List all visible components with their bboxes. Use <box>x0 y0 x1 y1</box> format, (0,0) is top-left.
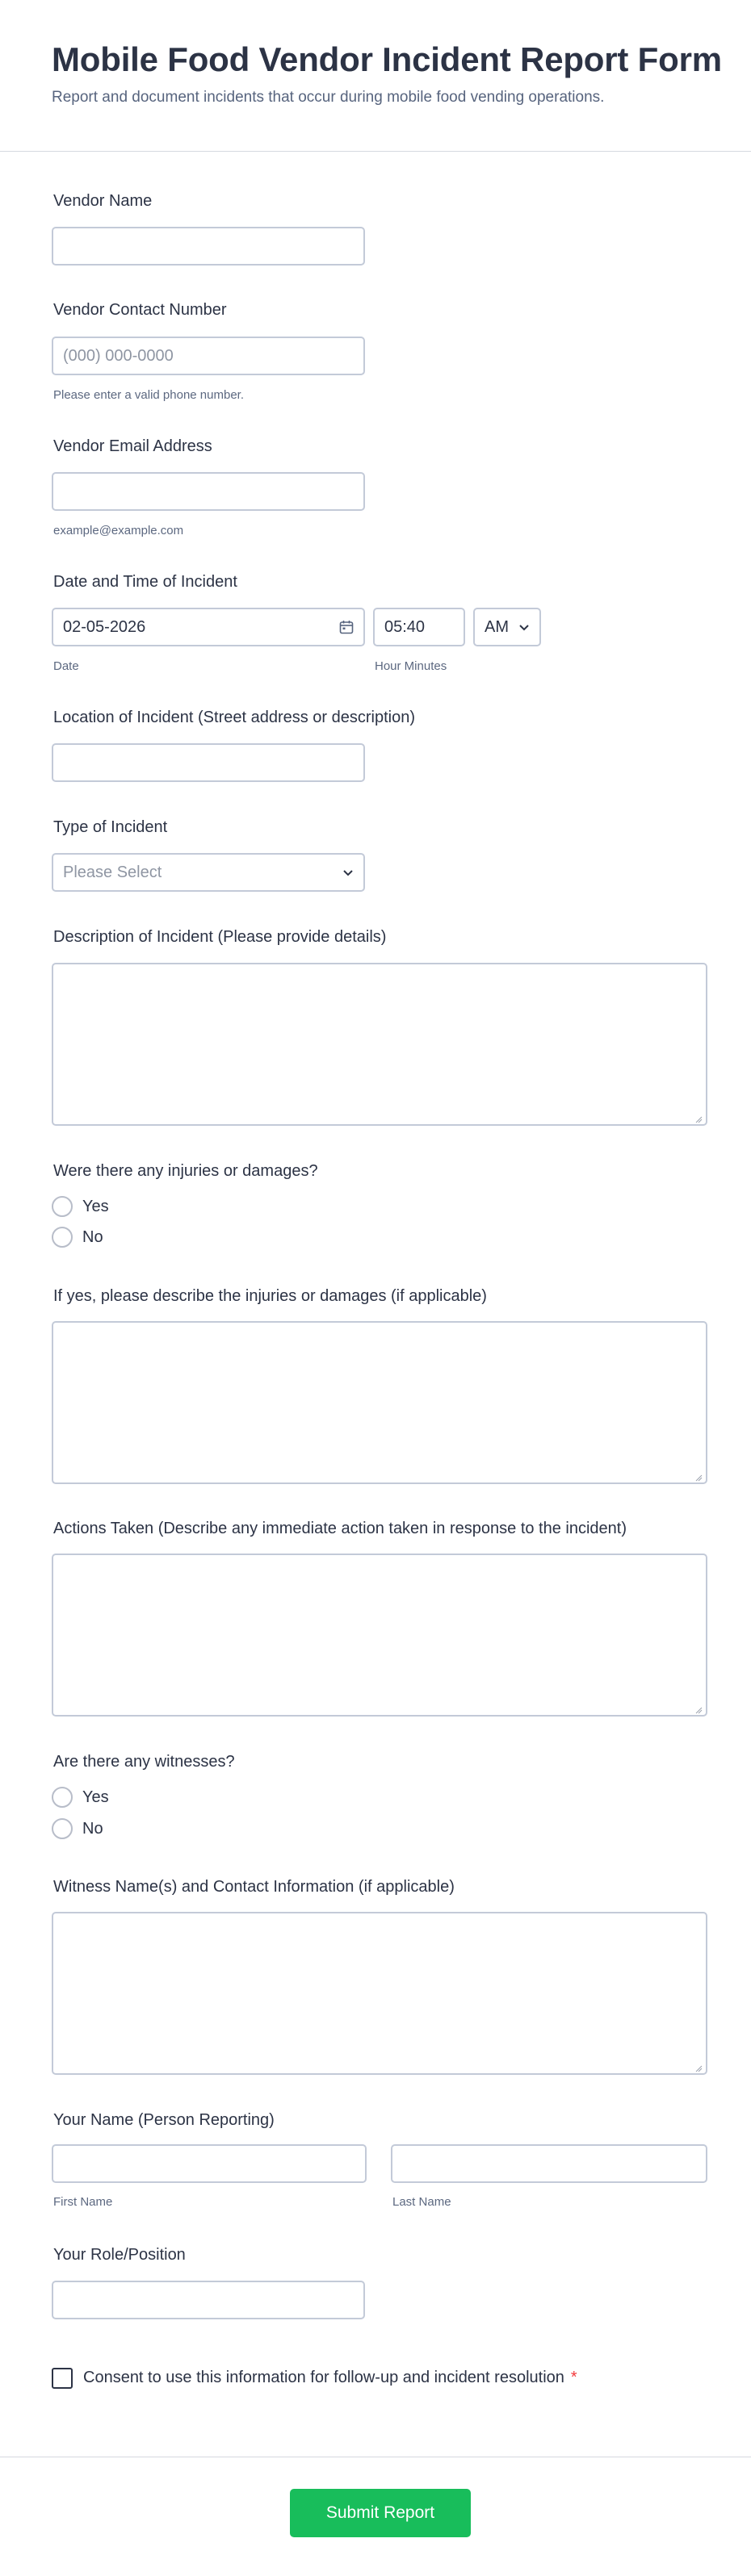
incident-time-value: 05:40 <box>384 618 426 636</box>
form-header <box>0 0 751 152</box>
time-sublabel: Hour Minutes <box>375 659 447 673</box>
first-name-sublabel: First Name <box>53 2195 113 2209</box>
injury-details-label: If yes, please describe the injuries or damages (if applicable) <box>53 1287 487 1305</box>
vendor-name-input[interactable] <box>52 227 365 266</box>
resize-handle-icon[interactable] <box>694 1113 703 1121</box>
date-sublabel: Date <box>53 659 79 673</box>
form-title: Mobile Food Vendor Incident Report Form <box>52 40 722 78</box>
vendor-phone-input[interactable] <box>52 337 365 375</box>
incident-date-value: 02-05-2026 <box>63 618 146 636</box>
reporter-name-label: Your Name (Person Reporting) <box>53 2111 275 2129</box>
vendor-phone-placeholder: (000) 000-0000 <box>63 347 174 365</box>
vendor-email-input[interactable] <box>52 472 365 511</box>
radio-button[interactable] <box>52 1787 73 1808</box>
description-textarea[interactable] <box>52 963 707 1126</box>
actions-taken-textarea[interactable] <box>52 1554 707 1717</box>
description-label: Description of Incident (Please provide details) <box>53 928 387 946</box>
incident-type-select[interactable] <box>52 853 365 892</box>
consent-label[interactable] <box>83 2369 577 2387</box>
location-input[interactable] <box>52 743 365 782</box>
required-asterisk: * <box>570 2369 577 2386</box>
consent-text: Consent to use this information for follow-up and incident resolution <box>83 2369 564 2386</box>
resize-handle-icon[interactable] <box>694 1704 703 1712</box>
vendor-email-label: Vendor Email Address <box>53 437 212 455</box>
chevron-down-icon <box>342 868 354 882</box>
chevron-down-icon <box>518 622 530 637</box>
incident-time-input[interactable] <box>373 608 465 646</box>
witnesses-option-yes[interactable] <box>52 1786 109 1809</box>
witnesses-option-no[interactable] <box>52 1817 103 1840</box>
injuries-option-no[interactable] <box>52 1226 103 1248</box>
injuries-option-no-label: No <box>82 1227 103 1246</box>
radio-button[interactable] <box>52 1196 73 1217</box>
vendor-email-hint: example@example.com <box>53 524 184 537</box>
witness-info-textarea[interactable] <box>52 1912 707 2075</box>
actions-taken-label: Actions Taken (Describe any immediate action taken in response to the incident) <box>53 1520 627 1537</box>
resize-handle-icon[interactable] <box>694 2062 703 2070</box>
vendor-name-label: Vendor Name <box>53 192 153 210</box>
location-label: Location of Incident (Street address or description) <box>53 709 416 726</box>
submit-button[interactable]: Submit Report <box>290 2489 471 2537</box>
vendor-contact-label: Vendor Contact Number <box>53 301 227 319</box>
reporter-role-input[interactable] <box>52 2281 365 2319</box>
witnesses-label: Are there any witnesses? <box>53 1753 235 1771</box>
incident-type-placeholder: Please Select <box>63 864 162 881</box>
resize-handle-icon[interactable] <box>694 1471 703 1479</box>
last-name-input[interactable] <box>391 2144 707 2183</box>
injuries-label: Were there any injuries or damages? <box>53 1162 318 1180</box>
radio-button[interactable] <box>52 1818 73 1839</box>
first-name-input[interactable] <box>52 2144 367 2183</box>
witnesses-option-yes-label: Yes <box>82 1788 109 1806</box>
radio-button[interactable] <box>52 1227 73 1248</box>
form-subtitle: Report and document incidents that occur during mobile food vending operations. <box>52 89 605 106</box>
incident-type-label: Type of Incident <box>53 818 168 836</box>
incident-datetime-label: Date and Time of Incident <box>53 573 237 591</box>
injury-details-textarea[interactable] <box>52 1321 707 1484</box>
calendar-icon[interactable] <box>339 620 354 638</box>
witness-info-label: Witness Name(s) and Contact Information (if applicable) <box>53 1878 455 1896</box>
injuries-option-yes[interactable] <box>52 1195 109 1218</box>
injuries-option-yes-label: Yes <box>82 1197 109 1215</box>
vendor-phone-hint: Please enter a valid phone number. <box>53 388 244 402</box>
ampm-value: AM <box>485 618 509 636</box>
reporter-role-label: Your Role/Position <box>53 2246 186 2264</box>
consent-checkbox[interactable] <box>52 2368 73 2389</box>
incident-date-input[interactable] <box>52 608 365 646</box>
ampm-select[interactable] <box>473 608 541 646</box>
last-name-sublabel: Last Name <box>392 2195 451 2209</box>
witnesses-option-no-label: No <box>82 1819 103 1838</box>
